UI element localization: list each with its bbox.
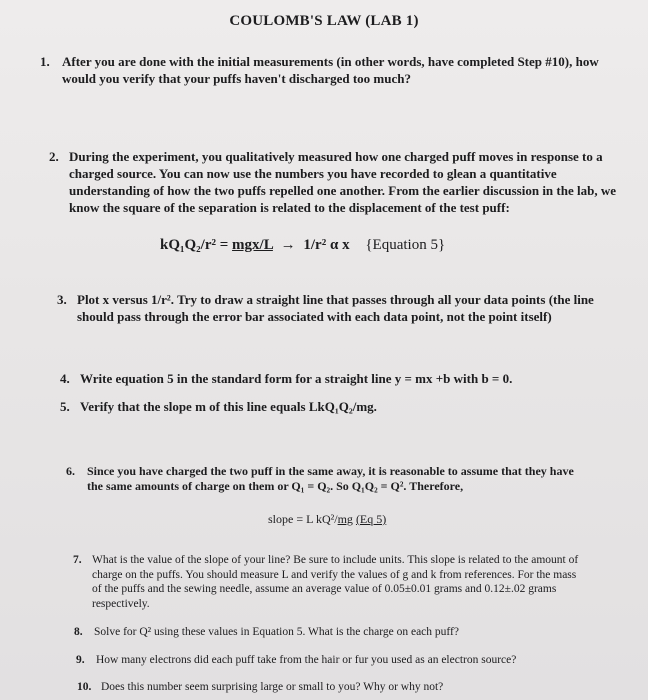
question-text: Verify that the slope m of this line equals LkQ₁Q₂/mg. bbox=[80, 399, 377, 414]
slope-underlined: mg bbox=[337, 512, 353, 526]
question-text: How many electrons did each puff take from the hair or fur you used as an electron source? bbox=[96, 654, 517, 666]
slope-lhs: slope = L kQ²/ bbox=[268, 512, 338, 526]
question-text: Solve for Q² using these values in Equation 5. What is the charge on each puff? bbox=[94, 626, 459, 638]
question-number: 9. bbox=[76, 654, 85, 666]
question-text: Write equation 5 in the standard form for a straight line y = mx +b with b = 0. bbox=[80, 371, 513, 386]
equation-5 bbox=[160, 237, 445, 254]
question-number: 7. bbox=[73, 554, 82, 566]
question-text: Since you have charged the two puff in the same away, it is reasonable to assume that they have the same amounts of charge on them or Q₁ = Q₂. So Q₁Q₂ = Q². Therefore, bbox=[87, 464, 574, 493]
slope-label: (Eq 5) bbox=[355, 512, 387, 526]
page-title: COULOMB'S LAW (LAB 1) bbox=[229, 13, 419, 29]
question-text: Does this number seem surprising large or small to you? Why or why not? bbox=[101, 681, 444, 693]
question-text: After you are done with the initial measurements (in other words, have completed Step #10), how would you verify that your puffs haven't discharged too much? bbox=[62, 54, 599, 86]
equation-label: {Equation 5} bbox=[365, 237, 446, 253]
question-text: What is the value of the slope of your line? Be sure to include units. This slope is related to the amount of charge on the puffs. You should measure L and verify the values of g and k from references. For the mass of the puffs and the sewing needle, assume an average value of 0.05±0.01 grams and 0.12±.02 grams respectively. bbox=[92, 554, 579, 610]
equation-middle: mgx/L bbox=[232, 237, 273, 253]
slope-equation bbox=[268, 512, 386, 527]
question-number: 5. bbox=[60, 399, 70, 414]
question-number: 10. bbox=[77, 681, 92, 693]
equation-lhs: kQ₁Q₂/r² = bbox=[160, 237, 233, 253]
question-number: 6. bbox=[66, 464, 75, 478]
question-text: Plot x versus 1/r². Try to draw a straight line that passes through all your data points (the line should pass through the error bar associated with each data point, not the point itself) bbox=[77, 292, 594, 324]
question-number: 2. bbox=[49, 149, 59, 164]
arrow-icon: → bbox=[280, 237, 296, 253]
question-text: During the experiment, you qualitatively measured how one charged puff moves in response to a charged source. You can now use the numbers you have recorded to glean a quantitative understanding of how the two puffs repelled one another. From the earlier discussion in the lab, we know the square of the separation is related to the displacement of the test puff: bbox=[69, 149, 616, 215]
question-number: 8. bbox=[74, 626, 83, 638]
equation-rhs: 1/r² α x bbox=[303, 237, 350, 253]
question-number: 3. bbox=[57, 292, 67, 307]
question-number: 1. bbox=[40, 54, 50, 69]
question-number: 4. bbox=[60, 371, 70, 386]
